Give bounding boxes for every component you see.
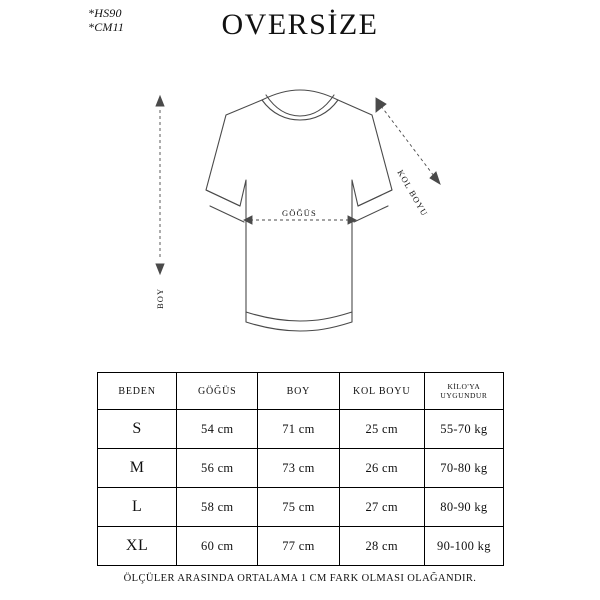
table-row	[98, 410, 504, 449]
measurement-footnote: ÖLÇÜLER ARASINDA ORTALAMA 1 CM FARK OLMASI OLAĞANDIR.	[123, 573, 477, 584]
cell-weight: 90-100 kg	[424, 527, 503, 566]
tshirt-diagram	[0, 60, 600, 360]
cell-weight: 80-90 kg	[424, 488, 503, 527]
chest-dimension-label: GÖĞÜS	[282, 208, 317, 218]
cell-size: M	[98, 449, 177, 488]
cell-weight: 70-80 kg	[424, 449, 503, 488]
cell-size: XL	[98, 527, 177, 566]
column-header-weight	[424, 373, 503, 410]
size-chart-table	[97, 372, 504, 566]
cell-length: 73 cm	[258, 449, 339, 488]
table-row	[98, 449, 504, 488]
cell-weight: 55-70 kg	[424, 410, 503, 449]
cell-chest: 56 cm	[177, 449, 258, 488]
table-header-row	[98, 373, 504, 410]
column-header-length: BOY	[258, 373, 339, 410]
product-code-line-1: *HS90	[88, 6, 122, 20]
cell-chest: 58 cm	[177, 488, 258, 527]
cell-length: 71 cm	[258, 410, 339, 449]
sleeve-dimension-label: KOL BOYU	[395, 168, 431, 219]
length-dimension-label: BOY	[155, 287, 165, 309]
column-header-size: BEDEN	[98, 373, 177, 410]
cell-sleeve: 25 cm	[339, 410, 424, 449]
column-header-weight-line-2: UYGUNDUR	[440, 391, 488, 400]
page-title: OVERSİZE	[221, 8, 379, 41]
cell-chest: 60 cm	[177, 527, 258, 566]
column-header-sleeve: KOL BOYU	[339, 373, 424, 410]
sleeve-dimension-line	[381, 106, 434, 176]
cell-length: 75 cm	[258, 488, 339, 527]
table-row	[98, 488, 504, 527]
cell-sleeve: 28 cm	[339, 527, 424, 566]
cell-length: 77 cm	[258, 527, 339, 566]
column-header-chest: GÖĞÜS	[177, 373, 258, 410]
cell-chest: 54 cm	[177, 410, 258, 449]
column-header-weight-line-1: KİLO'YA	[447, 382, 481, 391]
product-code-line-2: *CM11	[88, 20, 125, 34]
cell-sleeve: 26 cm	[339, 449, 424, 488]
cell-sleeve: 27 cm	[339, 488, 424, 527]
cell-size: L	[98, 488, 177, 527]
table-row	[98, 527, 504, 566]
cell-size: S	[98, 410, 177, 449]
